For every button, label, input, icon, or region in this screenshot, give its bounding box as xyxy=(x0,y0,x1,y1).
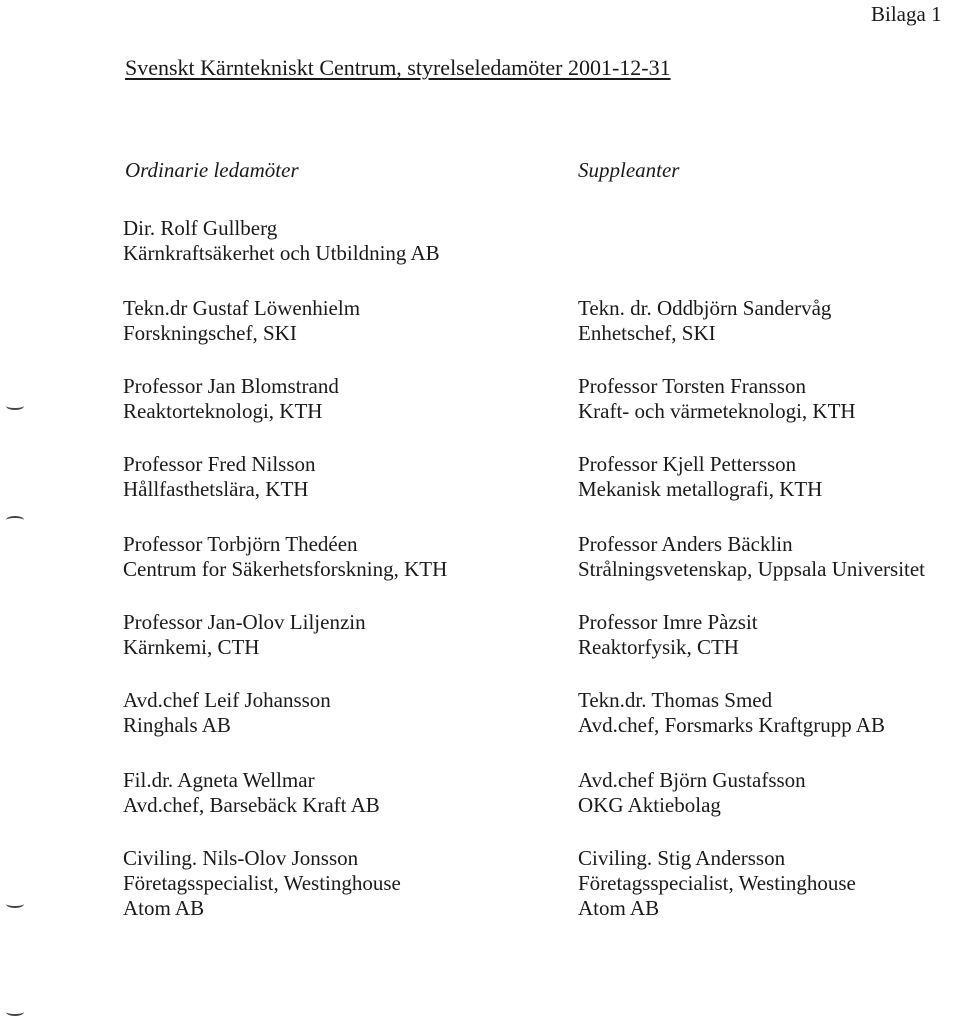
ordinary-member-entry xyxy=(123,688,331,738)
ordinary-members-heading: Ordinarie ledamöter xyxy=(125,158,299,182)
deputy-affiliation: Avd.chef, Forsmarks Kraftgrupp AB xyxy=(578,713,885,737)
deputy-name: Professor Anders Bäcklin xyxy=(578,532,793,556)
scan-mark xyxy=(6,516,24,524)
member-affiliation: Avd.chef, Barsebäck Kraft AB xyxy=(123,793,380,817)
member-affiliation: Företagsspecialist, Westinghouse xyxy=(123,871,401,895)
deputy-name: Professor Imre Pàzsit xyxy=(578,610,758,634)
deputy-name: Tekn. dr. Oddbjörn Sandervåg xyxy=(578,296,832,320)
member-name: Professor Torbjörn Thedéen xyxy=(123,532,358,556)
member-affiliation: Centrum for Säkerhetsforskning, KTH xyxy=(123,557,448,581)
deputy-affiliation-cont: Atom AB xyxy=(578,896,660,920)
deputy-entry xyxy=(578,846,856,921)
member-affiliation: Kärnkraftsäkerhet och Utbildning AB xyxy=(123,241,440,265)
ordinary-member-entry xyxy=(123,296,360,346)
member-affiliation: Ringhals AB xyxy=(123,713,231,737)
deputy-affiliation: Mekanisk metallografi, KTH xyxy=(578,477,823,501)
deputy-entry xyxy=(578,610,758,660)
deputy-affiliation: Kraft- och värmeteknologi, KTH xyxy=(578,399,856,423)
deputy-affiliation: OKG Aktiebolag xyxy=(578,793,721,817)
ordinary-member-entry xyxy=(123,610,366,660)
deputy-entry xyxy=(578,768,806,818)
deputy-entry xyxy=(578,532,925,582)
member-name: Tekn.dr Gustaf Löwenhielm xyxy=(123,296,361,320)
deputy-entry xyxy=(578,296,831,346)
ordinary-member-entry xyxy=(123,374,339,424)
deputy-entry xyxy=(578,688,885,738)
ordinary-member-entry xyxy=(123,216,440,266)
deputy-entry xyxy=(578,452,822,502)
deputy-name: Professor Kjell Pettersson xyxy=(578,452,797,476)
ordinary-member-entry xyxy=(123,452,316,502)
ordinary-member-entry xyxy=(123,532,447,582)
ordinary-member-entry xyxy=(123,846,401,921)
scan-mark xyxy=(6,402,24,410)
member-affiliation: Kärnkemi, CTH xyxy=(123,635,260,659)
deputies-heading: Suppleanter xyxy=(578,158,680,182)
ordinary-member-entry xyxy=(123,768,380,818)
deputy-affiliation: Strålningsvetenskap, Uppsala Universitet xyxy=(578,557,926,581)
scan-mark xyxy=(6,1008,24,1016)
page-title: Svenskt Kärntekniskt Centrum, styrelseledamöter 2001-12-31 xyxy=(125,55,671,80)
member-affiliation: Forskningschef, SKI xyxy=(123,321,297,345)
deputy-name: Civiling. Stig Andersson xyxy=(578,846,786,870)
scan-mark xyxy=(6,900,24,908)
deputy-affiliation: Reaktorfysik, CTH xyxy=(578,635,739,659)
deputy-affiliation: Företagsspecialist, Westinghouse xyxy=(578,871,856,895)
member-name: Avd.chef Leif Johansson xyxy=(123,688,331,712)
member-name: Professor Jan-Olov Liljenzin xyxy=(123,610,366,634)
member-affiliation-cont: Atom AB xyxy=(123,896,205,920)
member-affiliation: Reaktorteknologi, KTH xyxy=(123,399,323,423)
deputy-name: Avd.chef Björn Gustafsson xyxy=(578,768,806,792)
member-name: Professor Jan Blomstrand xyxy=(123,374,339,398)
deputy-name: Tekn.dr. Thomas Smed xyxy=(578,688,773,712)
member-name: Dir. Rolf Gullberg xyxy=(123,216,278,240)
deputy-affiliation: Enhetschef, SKI xyxy=(578,321,716,345)
member-name: Fil.dr. Agneta Wellmar xyxy=(123,768,315,792)
appendix-label: Bilaga 1 xyxy=(871,2,942,26)
member-name: Professor Fred Nilsson xyxy=(123,452,316,476)
deputy-entry xyxy=(578,374,856,424)
member-name: Civiling. Nils-Olov Jonsson xyxy=(123,846,359,870)
member-affiliation: Hållfasthetslära, KTH xyxy=(123,477,309,501)
deputy-name: Professor Torsten Fransson xyxy=(578,374,806,398)
